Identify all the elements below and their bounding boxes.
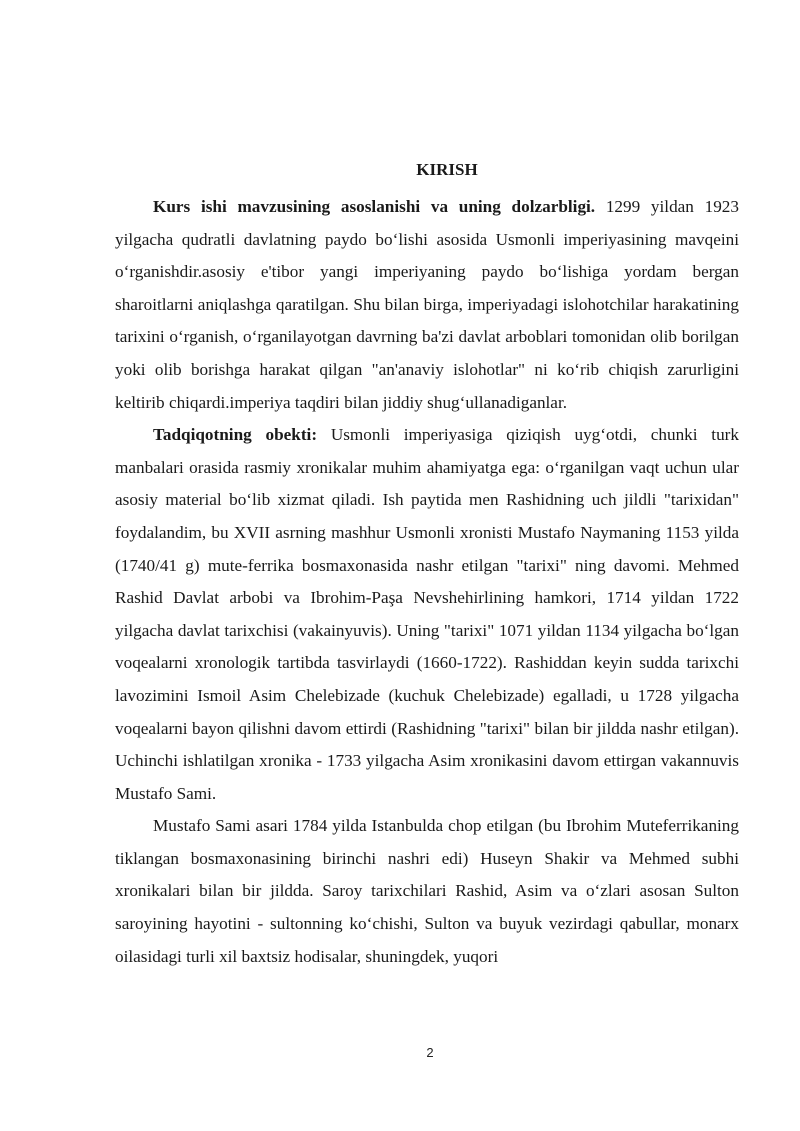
paragraph-lead: Tadqiqotning obekti: [153,425,318,445]
section-heading: KIRISH [416,160,478,179]
paragraph-relevance [115,191,739,419]
paragraph-text: Mustafo Sami asari 1784 yilda Istanbulda chop etilgan (bu Ibrohim Muteferrikaning tiklangan bosmaxonasining birinchi nashri edi) Huseyn Shakir va Mehmed subhi xronikalari bilan bir jildda. Saroy tarixchilari Rashid, Asim va o‘zlari asosan Sulton saroyining hayotini - sultonning ko‘chishi, Sulton va buyuk vezirdagi qabullar, monarx oilasidagi turli xil baxtsiz hodisalar, shuningdek, yuqori [115,816,739,966]
document-body [115,159,739,973]
paragraph-text: Usmonli imperiyasiga qiziqish uyg‘otdi, chunki turk manbalari orasida rasmiy xronikalar muhim ahamiyatga ega: o‘rganilgan vaqt uchun ular asosiy material bo‘lib xizmat qiladi. Ish paytida men Rashidning uch jildli "tarixidan" foydalandim, bu XVII asrning mashhur Usmonli xronisti Mustafo Naymaning 1153 yilda (1740/41 g) mute-ferrika bosmaxonasida nashr etilgan "tarixi" ning davomi. Mehmed Rashid Davlat arbobi va Ibrohim-Paşa Nevshehirlining hamkori, 1714 yildan 1722 yilgacha davlat tarixchisi (vakainyuvis). Uning "tarixi" 1071 yildan 1134 yilgacha bo‘lgan voqealarni xronologik tartibda tasvirlaydi (1660-1722). Rashiddan keyin sudda tarixchi lavozimini Ismoil Asim Chelebizade (kuchuk Chelebizade) egalladi, u 1728 yilgacha voqealarni bayon qilishni davom ettirdi (Rashidning "tarixi" bilan bir jildda nashr etilgan). Uchinchi ishlatilgan xronika - 1733 yilgacha Asim xronikasini davom ettirgan vakannuvis Mustafo Sami. [115,425,739,803]
page-number: 2 [426,1045,434,1060]
paragraph-text: 1299 yildan 1923 yilgacha qudratli davlatning paydo bo‘lishi asosida Usmonli imperiyasining mavqeini o‘rganishdir.asosiy e'tibor yangi imperiyaning paydo bo‘lishiga yordam bergan sharoitlarni aniqlashga qaratilgan. Shu bilan birga, imperiyadagi islohotchilar harakatining tarixini o‘rganish, o‘rganilayotgan davrning ba'zi davlat arboblari tomonidan olib borilgan yoki olib borishga harakat qilgan "an'anaviy islohotlar" ni ko‘rib chiqish zarurligini keltirib chiqardi.imperiya taqdiri bilan jiddiy shug‘ullanadiganlar. [115,197,739,412]
paragraph-lead: Kurs ishi mavzusining asoslanishi va uning dolzarbligi. [153,197,596,216]
paragraph-object [115,419,739,810]
paragraph-sources [115,810,739,973]
